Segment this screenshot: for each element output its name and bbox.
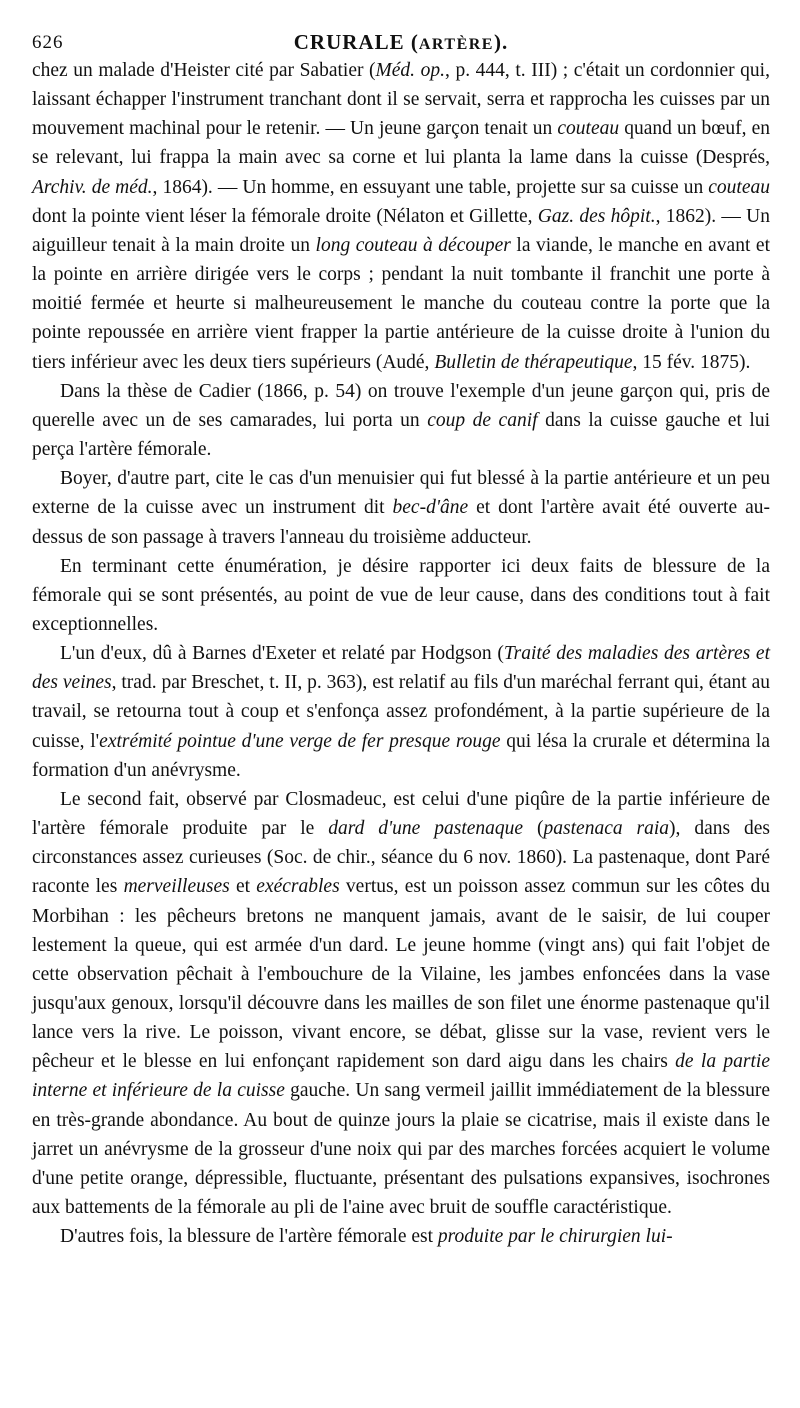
italic-text-run: produite par le chirurgien lui-	[437, 1226, 673, 1248]
text-run: vertus, est un poisson assez commun sur les côtes du Morbihan : les pêcheurs bretons ne manquent jamais, avant de le saisir, de lui couper lestement la queue, qui est armée d'un dard. Le jeune homme (vingt ans) qui fait l'objet de cette observation pêchait à l'embouchure de la Vilaine, les jambes enfoncées dans la vase jusqu'aux genoux, lorsqu'il découvre dans les mailles de son filet une énorme pastenaque qu'il lance vers la rive. Le poisson, vivant encore, se débat, glisse sur la vase, revient vers le pêcheur et le blesse en lui enfonçant rapidement son dard aigu dans les chairs	[32, 876, 770, 1073]
italic-text-run: bec-d'âne	[392, 497, 469, 519]
paragraph	[32, 56, 770, 377]
text-run: chez un malade d'Heister cité par Sabatier (	[32, 60, 376, 81]
italic-text-run: Traité des maladies des artères et des veines	[32, 643, 770, 694]
text-run: quand un bœuf, en se relevant, lui frappa la main avec sa corne et lui planta la lame dans la cuisse (Després,	[32, 118, 770, 169]
italic-text-run: extrémité pointue d'une verge de fer presque rouge	[99, 730, 501, 752]
text-run: Dans la thèse de Cadier (1866, p. 54) on trouve l'exemple d'un jeune garçon qui, pris de querelle avec un de ses camarades, lui porta un	[32, 380, 770, 431]
text-run: , 1864). — Un homme, en essuyant une table, projette sur sa cuisse un	[152, 176, 709, 198]
italic-text-run: de la partie interne et inférieure de la cuisse	[32, 1051, 770, 1102]
text-run: D'autres fois, la blessure de l'artère fémorale est	[60, 1226, 438, 1248]
running-title	[32, 26, 770, 55]
text-run: dans la cuisse gauche et lui perça l'artère fémorale.	[32, 409, 770, 461]
paragraph	[32, 785, 770, 1222]
text-run: dont la pointe vient léser la fémorale droite (Nélaton et Gillette,	[32, 205, 538, 227]
running-title-end: ).	[493, 30, 509, 54]
text-run: la viande, le manche en avant et la pointe en arrière dirigée vers le corps ; pendant la nuit tombante il franchit une porte à moitié fermée et heurte si malheureusement le manche du couteau contre la porte que la pointe repoussée en arrière vient frapper la partie antérieure de la cuisse droite à l'union du tiers inférieur avec les deux tiers supérieurs (Audé,	[32, 234, 770, 373]
text-run: , 1862). — Un aiguilleur tenait à la main droite un	[32, 205, 771, 256]
text-run: et dont l'artère avait été ouverte au-dessus de son passage à travers l'anneau du troisième adducteur.	[32, 497, 771, 548]
paragraph	[32, 1222, 770, 1251]
text-run: gauche. Un sang vermeil jaillit immédiatement de la blessure en très-grande abondance. Au bout de quinze jours la plaie se cicatrise, mais il existe dans le jarret un anévrysme de la grosseur d'une noix qui par des marches forcées acquiert le volume d'une petite orange, dépressible, fluctuante, présentant des pulsations expansives, isochrones aux battements de la fémorale au pli de l'aine avec bruit de souffle caractéristique.	[32, 1080, 770, 1219]
italic-text-run: merveilleuses	[123, 876, 230, 898]
text-run: , trad. par Breschet, t. II, p. 363), est relatif au fils d'un maréchal ferrant qui, étant au travail, se retourna tout à coup et s'enfonça assez profondément, à la partie supérieure de la cuisse, l'	[32, 672, 770, 752]
text-run: qui lésa la crurale et détermina la formation d'un anévrysme.	[32, 730, 770, 781]
italic-text-run: Gaz. des hôpit.	[537, 205, 656, 227]
text-run: , p. 444, t. III) ; c'était un cordonnier qui, laissant échapper l'instrument tranchant dont il se servait, serra et rapprocha les cuisses par un mouvement machinal pour le retenir. — Un jeune garçon tenait un	[32, 60, 770, 140]
italic-text-run: long couteau à découper	[315, 234, 511, 256]
text-run: Boyer, d'autre part, cite le cas d'un menuisier qui fut blessé à la partie antérieure et un peu externe de la cuisse avec un instrument dit	[32, 468, 770, 519]
text-run: En terminant cette énumération, je désire rapporter ici deux faits de blessure de la fémorale qui se sont présentés, au point de vue de leur cause, dans des conditions tout à fait exceptionnelles.	[32, 555, 770, 635]
italic-text-run: pastenaca raia	[543, 818, 670, 840]
italic-text-run: Archiv. de méd.	[32, 176, 153, 198]
text-run: ), dans des circonstances assez curieuses (Soc. de chir., séance du 6 nov. 1860). La pastenaque, dont Paré raconte les	[32, 818, 771, 898]
text-run: , 15 fév. 1875).	[632, 351, 751, 373]
italic-text-run: Bulletin de thérapeutique	[434, 351, 633, 373]
running-title-main: CRURALE (	[293, 30, 419, 54]
text-run: (	[523, 818, 544, 840]
paragraph	[32, 464, 770, 551]
paragraph	[32, 639, 770, 785]
italic-text-run: couteau	[557, 118, 620, 140]
italic-text-run: couteau	[708, 176, 770, 198]
text-run: et	[229, 876, 257, 898]
text-run: Le second fait, observé par Closmadeuc, est celui d'une piqûre de la partie inférieure de l'artère fémorale produite par le	[32, 788, 770, 840]
paragraph	[32, 377, 770, 464]
italic-text-run: coup de canif	[427, 409, 538, 431]
document-page	[32, 26, 770, 1251]
paragraph	[32, 552, 770, 639]
page-number: 626	[32, 32, 64, 53]
italic-text-run: exécrables	[256, 876, 340, 898]
text-run: L'un d'eux, dû à Barnes d'Exeter et relaté par Hodgson (	[60, 643, 504, 665]
italic-text-run: Méd. op.	[375, 60, 446, 81]
page-header	[32, 26, 770, 56]
body-text	[32, 56, 770, 1251]
italic-text-run: dard d'une pastenaque	[328, 818, 524, 840]
running-title-smallcaps: ARTÈRE	[418, 36, 494, 53]
